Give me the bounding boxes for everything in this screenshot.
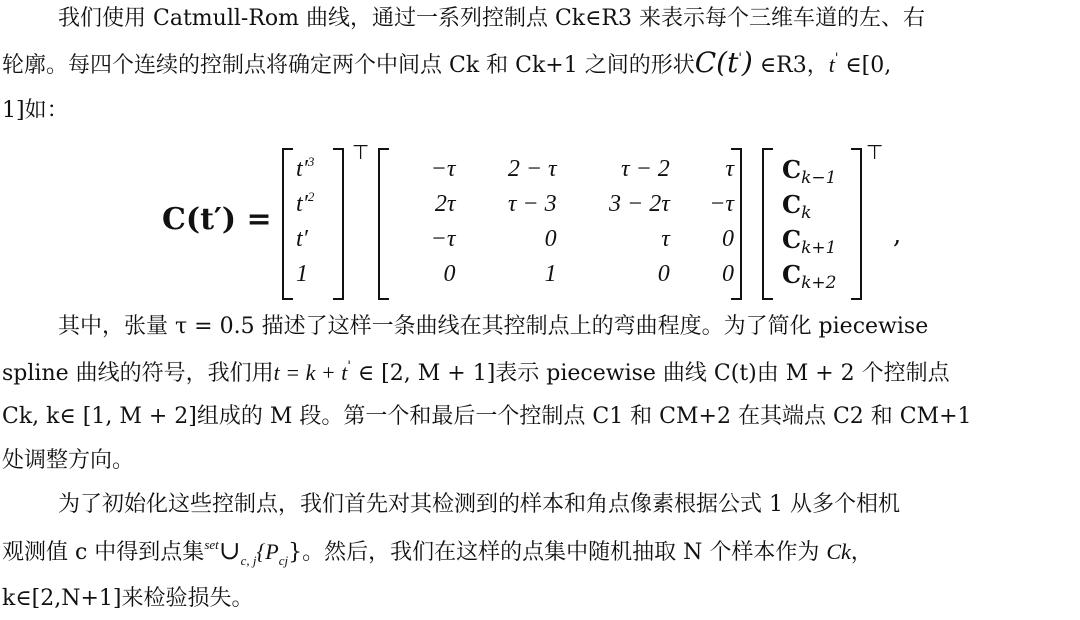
- transpose-symbol-2: ⊤: [866, 140, 884, 164]
- control-point-entry: $C_{k+2}$: [782, 260, 837, 293]
- equation-lhs: C(t′) =: [162, 202, 272, 237]
- t-vector-entry: t′: [296, 226, 308, 252]
- matrix-cell-3-3: 0: [722, 261, 734, 287]
- para3-line2: 观测值 c 中得到点集$^{set}\cup_{c, j}\{P_{cj}\}$。然后，我们在这样的点集中随机抽取 N 个样本作为 Ck，: [2, 536, 873, 568]
- para2-line2: spline 曲线的符号，我们用t = k + t' ∈ [2, M + 1]表示 piecewise 曲线 C(t)由 M + 2 个控制点: [2, 359, 950, 386]
- control-point-entry: $C_{k+1}$: [782, 225, 837, 258]
- catmull-rom-equation: [0, 140, 1080, 305]
- para1-line3: 1]如：: [2, 98, 69, 123]
- t-vector-entry: $t'^2$: [296, 189, 315, 217]
- matrix-cell-1-1: τ − 3: [507, 191, 557, 217]
- para2-line3: Ck, k∈ [1, M + 2]组成的 M 段。第一个和最后一个控制点 C1 和 CM+2 在其端点 C2 和 CM+1: [2, 404, 972, 429]
- transpose-symbol-1: ⊤: [352, 140, 370, 164]
- matrix-cell-1-2: 3 − 2τ: [609, 191, 670, 217]
- para2-line4: 处调整方向。: [2, 448, 135, 473]
- t-vector: [282, 148, 344, 298]
- equation-comma: ,: [893, 220, 902, 250]
- matrix-cell-2-3: 0: [722, 226, 734, 252]
- t-vector-entry: 1: [296, 261, 308, 287]
- para1-line1: 我们使用 Catmull-Rom 曲线，通过一系列控制点 Ck∈R3 来表示每个三维车道的左、右: [58, 6, 925, 31]
- shape-function-c: C(t'): [694, 46, 753, 79]
- matrix-cell-0-1: 2 − τ: [507, 156, 557, 182]
- control-point-entry: $C_k$: [782, 190, 812, 223]
- coefficient-matrix: [378, 148, 742, 298]
- para3-line3: k∈[2,N+1]来检验损失。: [2, 586, 254, 611]
- control-point-vector: [762, 148, 862, 298]
- matrix-cell-3-0: 0: [443, 261, 456, 287]
- matrix-cell-0-2: τ − 2: [621, 156, 670, 182]
- control-point-entry: $C_{k-1}$: [782, 155, 837, 188]
- matrix-cell-1-3: −τ: [709, 191, 734, 217]
- t-vector-entry: $t'^3$: [296, 154, 315, 182]
- matrix-cell-0-3: τ: [725, 156, 734, 182]
- para3-line1: 为了初始化这些控制点，我们首先对其检测到的样本和角点像素根据公式 1 从多个相机: [58, 492, 900, 517]
- matrix-cell-2-2: τ: [661, 226, 670, 252]
- matrix-cell-2-1: 0: [544, 226, 557, 252]
- matrix-cell-0-0: −τ: [430, 156, 456, 182]
- para1-line2: 轮廓。每四个连续的控制点将确定两个中间点 Ck 和 Ck+1 之间的形状C(t') ∈R3，t' ∈[0,: [2, 46, 892, 79]
- matrix-cell-1-0: 2τ: [434, 191, 456, 217]
- matrix-cell-3-1: 1: [544, 261, 557, 287]
- matrix-cell-2-0: −τ: [430, 226, 456, 252]
- matrix-cell-3-2: 0: [657, 261, 670, 287]
- para2-line1: 其中，张量 τ = 0.5 描述了这样一条曲线在其控制点上的弯曲程度。为了简化 piecewise: [58, 314, 929, 339]
